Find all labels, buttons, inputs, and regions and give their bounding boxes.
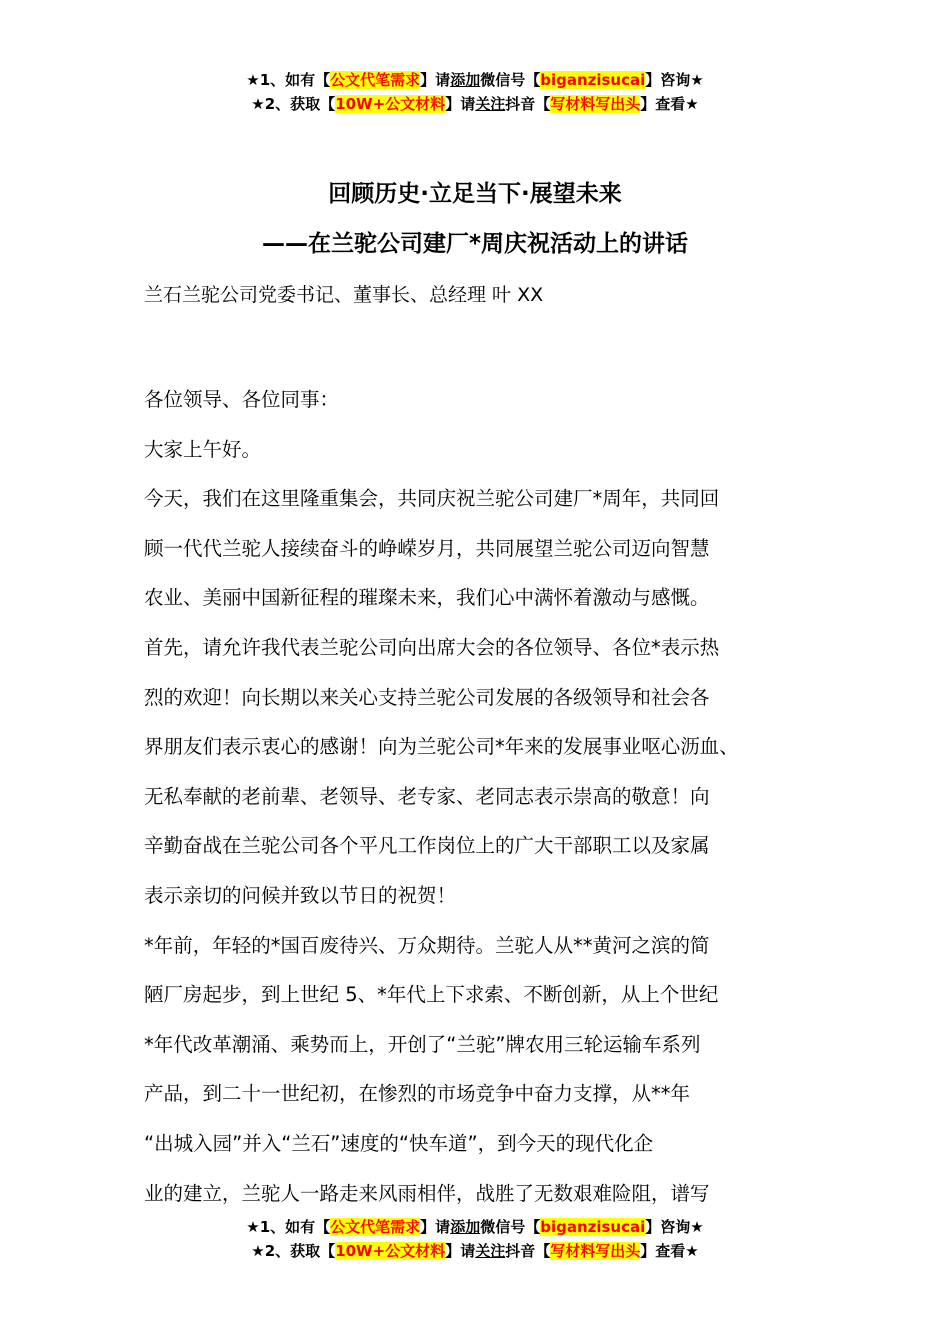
banner-underlined-text: 关注 [475,95,506,113]
header-banner [0,68,950,116]
banner-line-2 [0,92,950,116]
banner-underlined-text: 添加 [450,1218,481,1236]
banner-text: ★1、如有【 [246,1218,331,1236]
body-line: 顾一代代兰驼人接续奋斗的峥嵘岁月，共同展望兰驼公司迈向智慧 [144,536,710,560]
body-line: 大家上午好。 [144,437,262,461]
banner-text: 微信号【 [480,1218,541,1236]
banner-underlined-text: 添加 [450,71,481,89]
banner-text: ★1、如有【 [246,71,331,89]
body-line: 业的建立，兰驼人一路走来风雨相伴，战胜了无数艰难险阻，谱写 [144,1181,710,1205]
banner-text: ★2、获取【 [251,1242,336,1260]
banner-highlight: 公文代笔需求 [330,71,421,89]
body-line: 产品，到二十一世纪初，在惨烈的市场竞争中奋力支撑，从**年 [144,1082,691,1106]
banner-underlined-text: 关注 [475,1242,506,1260]
document-title: 回顾历史·立足当下·展望未来 [328,181,622,207]
banner-text: 】咨询★ [645,71,704,89]
body-line: 表示亲切的问候并致以节日的祝贺！ [144,883,457,907]
banner-text: 】查看★ [640,95,699,113]
body-line: 今天，我们在这里隆重集会，共同庆祝兰驼公司建厂*周年，共同回 [144,487,720,511]
banner-highlight: 10W+公文材料 [335,1242,446,1260]
banner-text: 抖音【 [505,95,551,113]
footer-banner [0,1215,950,1263]
banner-highlight: 10W+公文材料 [335,95,446,113]
body-line: 辛勤奋战在兰驼公司各个平凡工作岗位上的广大干部职工以及家属 [144,834,710,858]
body-line: 各位领导、各位同事： [144,388,340,411]
document-author: 兰石兰驼公司党委书记、董事长、总经理 叶 XX [144,284,544,306]
body-line: 无私奉献的老前辈、老领导、老专家、老同志表示崇高的敬意！向 [144,784,710,808]
banner-text: 】请 [445,95,476,113]
body-line: *年前，年轻的*国百废待兴、万众期待。兰驼人从**黄河之滨的简 [144,933,710,957]
body-line: *年代改革潮涌、乘势而上，开创了“兰驼”牌农用三轮运输车系列 [144,1032,701,1056]
banner-highlight: 公文代笔需求 [330,1218,421,1236]
body-line: 陋厂房起步，到上世纪 5、*年代上下求索、不断创新，从上个世纪 [144,983,719,1007]
banner-line-1 [0,1215,950,1239]
body-line: 界朋友们表示衷心的感谢！向为兰驼公司*年来的发展事业呕心沥血、 [144,735,739,759]
banner-highlight: biganzisucai [540,1218,646,1236]
banner-text: 微信号【 [480,71,541,89]
banner-line-2 [0,1239,950,1263]
document-subtitle: ——在兰驼公司建厂*周庆祝活动上的讲话 [261,231,689,257]
body-line: “出城入园”并入“兰石”速度的“快车道”，到今天的现代化企 [144,1131,654,1155]
banner-text: 抖音【 [505,1242,551,1260]
banner-highlight: 写材料写出头 [550,95,641,113]
banner-text: 】查看★ [640,1242,699,1260]
banner-highlight: 写材料写出头 [550,1242,641,1260]
banner-text: 】请 [445,1242,476,1260]
body-line: 烈的欢迎！向长期以来关心支持兰驼公司发展的各级领导和社会各 [144,685,710,709]
body-line: 农业、美丽中国新征程的璀璨未来，我们心中满怀着激动与感慨。 [144,586,710,610]
banner-text: 】咨询★ [645,1218,704,1236]
body-line: 首先，请允许我代表兰驼公司向出席大会的各位领导、各位*表示热 [144,635,720,659]
banner-line-1 [0,68,950,92]
document-body [144,375,824,1218]
banner-highlight: biganzisucai [540,71,646,89]
banner-text: 】请 [420,1218,451,1236]
banner-text: 】请 [420,71,451,89]
banner-text: ★2、获取【 [251,95,336,113]
